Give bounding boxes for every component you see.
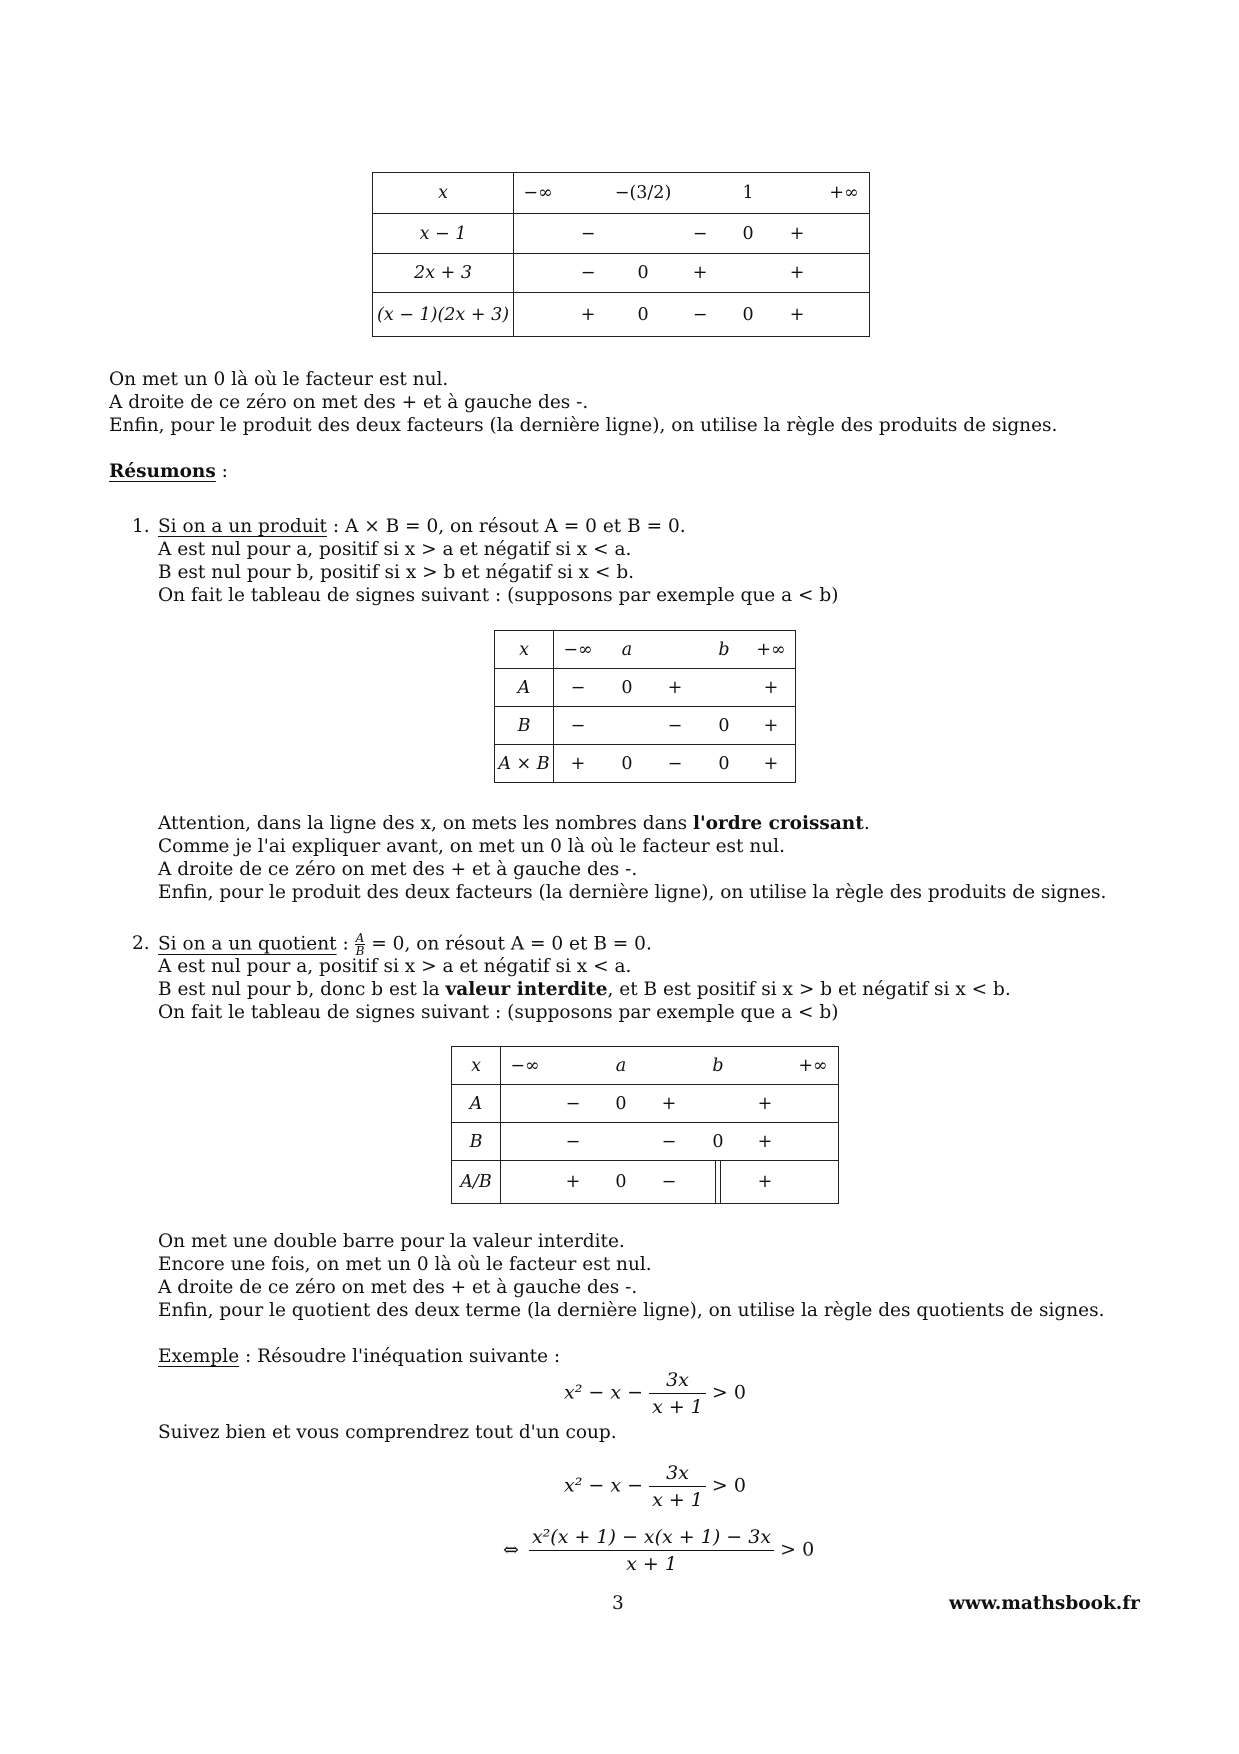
table-row: A − 0 + + bbox=[495, 669, 796, 707]
sign-table-2: x −∞ a b +∞ A − 0 + + B − − 0 + A × B + 0 − 0 + bbox=[494, 630, 796, 783]
sign-table-1 bbox=[372, 172, 870, 337]
sign-table-3: x −∞ a b +∞ A − 0 + + B − − 0 + A/B + 0 − + bbox=[451, 1046, 839, 1204]
table-header-cell: x bbox=[495, 631, 554, 669]
text-line: Encore une fois, on met un 0 là où le facteur est nul. bbox=[158, 1254, 652, 1275]
list-item-heading: Si on a un quotient : $\frac{A}{B}$ = 0, on résout A = 0 et B = 0. bbox=[158, 931, 652, 958]
text-line: Enfin, pour le produit des deux facteurs (la dernière ligne), on utilise la règle des produits de signes. bbox=[109, 415, 1058, 436]
table-row: (x − 1)(2x + 3) + 0 − 0 + bbox=[373, 293, 870, 337]
equation-3: ⇔ $\frac{\text{x²(x + 1) − x(x + 1) − 3x}}{x + 1}$ > 0 bbox=[503, 1526, 815, 1575]
section-heading: Résumons : bbox=[109, 461, 228, 482]
text-line: A est nul pour a, positif si x > a et négatif si x < a. bbox=[158, 956, 632, 977]
table-row: A × B + 0 − 0 + bbox=[495, 745, 796, 783]
text-line: On fait le tableau de signes suivant : (supposons par exemple que a < b) bbox=[158, 1002, 839, 1023]
text-line: Suivez bien et vous comprendrez tout d'un coup. bbox=[158, 1422, 617, 1443]
table-header-cell: x bbox=[452, 1047, 501, 1085]
site-url: www.mathsbook.fr bbox=[949, 1593, 1140, 1614]
example-heading: Exemple : Résoudre l'inéquation suivante : bbox=[158, 1346, 561, 1367]
text-line: B est nul pour b, positif si x > b et négatif si x < b. bbox=[158, 562, 635, 583]
table-header-values: −∞ −(3/2) 1 +∞ bbox=[514, 173, 870, 214]
table-row: B − − 0 + bbox=[452, 1123, 839, 1161]
equation-1: x² − x − $\frac{3x}{x + 1}$ > 0 bbox=[564, 1369, 746, 1418]
text-line: Enfin, pour le produit des deux facteurs (la dernière ligne), on utilise la règle des produits de signes. bbox=[158, 882, 1107, 903]
table-row: A/B + 0 − + bbox=[452, 1161, 839, 1204]
table-row: B − − 0 + bbox=[495, 707, 796, 745]
table-header-cell: x bbox=[373, 173, 514, 214]
text-line: On met une double barre pour la valeur interdite. bbox=[158, 1231, 625, 1252]
equation-2: x² − x − $\frac{3x}{x + 1}$ > 0 bbox=[564, 1462, 746, 1511]
list-number: 1. bbox=[132, 516, 150, 537]
text-line: On met un 0 là où le facteur est nul. bbox=[109, 369, 449, 390]
table-row: A − 0 + + bbox=[452, 1085, 839, 1123]
text-line: Attention, dans la ligne des x, on mets les nombres dans l'ordre croissant. bbox=[158, 813, 870, 834]
text-line: On fait le tableau de signes suivant : (supposons par exemple que a < b) bbox=[158, 585, 839, 606]
text-line: Enfin, pour le quotient des deux terme (la dernière ligne), on utilise la règle des quotients de signes. bbox=[158, 1300, 1105, 1321]
list-item-heading: Si on a un produit : A × B = 0, on résout A = 0 et B = 0. bbox=[158, 516, 686, 537]
text-line: B est nul pour b, donc b est la valeur interdite, et B est positif si x > b et négatif si x < b. bbox=[158, 979, 1011, 1000]
text-line: Comme je l'ai expliquer avant, on met un 0 là où le facteur est nul. bbox=[158, 836, 785, 857]
text-line: A droite de ce zéro on met des + et à gauche des -. bbox=[158, 859, 638, 880]
text-line: A est nul pour a, positif si x > a et négatif si x < a. bbox=[158, 539, 632, 560]
text-line: A droite de ce zéro on met des + et à gauche des -. bbox=[109, 392, 589, 413]
double-bar bbox=[715, 1161, 721, 1203]
table-row: x − 1 − − 0 + bbox=[373, 214, 870, 254]
table-row: 2x + 3 − 0 + + bbox=[373, 254, 870, 293]
page-number: 3 bbox=[612, 1593, 624, 1614]
list-number: 2. bbox=[132, 933, 150, 954]
text-line: A droite de ce zéro on met des + et à gauche des -. bbox=[158, 1277, 638, 1298]
